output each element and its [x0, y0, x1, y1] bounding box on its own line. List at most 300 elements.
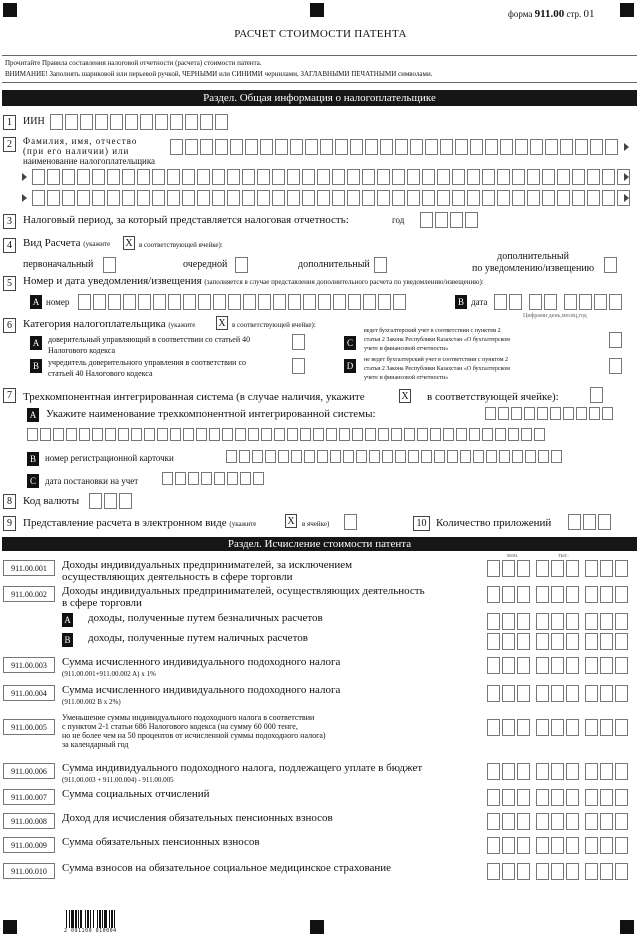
input-cell[interactable]	[332, 169, 345, 185]
input-cell[interactable]	[303, 294, 316, 310]
input-cell[interactable]	[536, 789, 549, 806]
input-cell[interactable]	[502, 560, 515, 577]
opt-notice-checkbox[interactable]	[604, 257, 617, 273]
input-cell[interactable]	[392, 190, 405, 206]
input-cell[interactable]	[585, 863, 598, 880]
input-cell[interactable]	[260, 139, 273, 155]
input-cell[interactable]	[502, 763, 515, 780]
input-cell[interactable]	[226, 450, 237, 463]
input-cell[interactable]	[615, 685, 628, 702]
input-cell[interactable]	[482, 428, 493, 441]
input-cell[interactable]	[585, 837, 598, 854]
input-cell[interactable]	[62, 169, 75, 185]
input-cell[interactable]	[108, 294, 121, 310]
input-cell[interactable]	[201, 472, 212, 485]
input-cell[interactable]	[272, 169, 285, 185]
input-cell[interactable]	[502, 633, 515, 650]
electronic-checkbox[interactable]	[344, 514, 357, 530]
opt-regular-checkbox[interactable]	[235, 257, 248, 273]
input-cell[interactable]	[182, 169, 195, 185]
input-cell[interactable]	[487, 560, 500, 577]
input-cell[interactable]	[566, 586, 579, 603]
input-cell[interactable]	[538, 450, 549, 463]
input-cell[interactable]	[122, 190, 135, 206]
input-cell[interactable]	[537, 407, 548, 420]
input-cell[interactable]	[517, 813, 530, 830]
input-cell[interactable]	[378, 294, 391, 310]
input-cell[interactable]	[140, 114, 153, 130]
input-cell[interactable]	[566, 863, 579, 880]
input-cell[interactable]	[517, 863, 530, 880]
input-cell[interactable]	[517, 719, 530, 736]
input-cell[interactable]	[600, 657, 613, 674]
input-cell[interactable]	[482, 190, 495, 206]
input-cell[interactable]	[343, 450, 354, 463]
amount-cells[interactable]	[487, 863, 630, 880]
input-cell[interactable]	[544, 294, 557, 310]
input-cell[interactable]	[487, 613, 500, 630]
input-cell[interactable]	[248, 428, 259, 441]
input-cell[interactable]	[62, 190, 75, 206]
input-cell[interactable]	[512, 190, 525, 206]
input-cell[interactable]	[615, 657, 628, 674]
amount-cells[interactable]	[487, 837, 630, 854]
input-cell[interactable]	[564, 294, 577, 310]
input-cell[interactable]	[302, 190, 315, 206]
input-cell[interactable]	[502, 719, 515, 736]
input-cell[interactable]	[615, 789, 628, 806]
input-cell[interactable]	[183, 294, 196, 310]
input-cell[interactable]	[317, 169, 330, 185]
input-cell[interactable]	[566, 633, 579, 650]
input-cell[interactable]	[118, 428, 129, 441]
input-cell[interactable]	[352, 428, 363, 441]
reg-card-cells[interactable]	[226, 450, 564, 463]
input-cell[interactable]	[168, 294, 181, 310]
input-cell[interactable]	[391, 428, 402, 441]
input-cell[interactable]	[32, 190, 45, 206]
category-a-checkbox[interactable]	[292, 334, 305, 350]
input-cell[interactable]	[486, 450, 497, 463]
input-cell[interactable]	[92, 169, 105, 185]
input-cell[interactable]	[167, 190, 180, 206]
input-cell[interactable]	[393, 294, 406, 310]
input-cell[interactable]	[615, 837, 628, 854]
input-cell[interactable]	[170, 139, 183, 155]
input-cell[interactable]	[257, 190, 270, 206]
input-cell[interactable]	[572, 169, 585, 185]
input-cell[interactable]	[422, 190, 435, 206]
input-cell[interactable]	[575, 139, 588, 155]
input-cell[interactable]	[536, 719, 549, 736]
category-d-checkbox[interactable]	[609, 358, 622, 374]
input-cell[interactable]	[542, 190, 555, 206]
input-cell[interactable]	[566, 789, 579, 806]
input-cell[interactable]	[144, 428, 155, 441]
input-cell[interactable]	[348, 294, 361, 310]
input-cell[interactable]	[239, 450, 250, 463]
input-cell[interactable]	[566, 560, 579, 577]
input-cell[interactable]	[542, 169, 555, 185]
input-cell[interactable]	[600, 789, 613, 806]
input-cell[interactable]	[460, 450, 471, 463]
input-cell[interactable]	[499, 450, 510, 463]
input-cell[interactable]	[125, 114, 138, 130]
input-cell[interactable]	[600, 685, 613, 702]
input-cell[interactable]	[497, 190, 510, 206]
input-cell[interactable]	[278, 450, 289, 463]
input-cell[interactable]	[407, 169, 420, 185]
input-cell[interactable]	[572, 190, 585, 206]
input-cell[interactable]	[138, 294, 151, 310]
input-cell[interactable]	[615, 586, 628, 603]
input-cell[interactable]	[107, 169, 120, 185]
input-cell[interactable]	[287, 169, 300, 185]
input-cell[interactable]	[197, 169, 210, 185]
input-cell[interactable]	[430, 428, 441, 441]
input-cell[interactable]	[66, 428, 77, 441]
input-cell[interactable]	[137, 169, 150, 185]
input-cell[interactable]	[80, 114, 93, 130]
input-cell[interactable]	[587, 169, 600, 185]
name-cells-row-3[interactable]	[32, 190, 632, 206]
input-cell[interactable]	[200, 114, 213, 130]
input-cell[interactable]	[551, 813, 564, 830]
input-cell[interactable]	[265, 450, 276, 463]
input-cell[interactable]	[551, 586, 564, 603]
input-cell[interactable]	[425, 139, 438, 155]
input-cell[interactable]	[40, 428, 51, 441]
input-cell[interactable]	[332, 190, 345, 206]
input-cell[interactable]	[162, 472, 173, 485]
input-cell[interactable]	[209, 428, 220, 441]
input-cell[interactable]	[551, 657, 564, 674]
input-cell[interactable]	[47, 190, 60, 206]
input-cell[interactable]	[511, 407, 522, 420]
input-cell[interactable]	[272, 190, 285, 206]
input-cell[interactable]	[153, 294, 166, 310]
input-cell[interactable]	[536, 813, 549, 830]
input-cell[interactable]	[410, 139, 423, 155]
input-cell[interactable]	[551, 763, 564, 780]
input-cell[interactable]	[77, 169, 90, 185]
input-cell[interactable]	[227, 169, 240, 185]
input-cell[interactable]	[196, 428, 207, 441]
input-cell[interactable]	[77, 190, 90, 206]
input-cell[interactable]	[182, 190, 195, 206]
input-cell[interactable]	[185, 114, 198, 130]
input-cell[interactable]	[230, 139, 243, 155]
input-cell[interactable]	[517, 560, 530, 577]
input-cell[interactable]	[600, 586, 613, 603]
input-cell[interactable]	[290, 139, 303, 155]
input-cell[interactable]	[602, 407, 613, 420]
input-cell[interactable]	[420, 212, 433, 228]
input-cell[interactable]	[93, 294, 106, 310]
input-cell[interactable]	[576, 407, 587, 420]
input-cell[interactable]	[502, 863, 515, 880]
input-cell[interactable]	[557, 169, 570, 185]
input-cell[interactable]	[222, 428, 233, 441]
input-cell[interactable]	[417, 428, 428, 441]
name-cells-row-2[interactable]	[32, 169, 632, 185]
input-cell[interactable]	[615, 613, 628, 630]
input-cell[interactable]	[395, 450, 406, 463]
input-cell[interactable]	[89, 493, 102, 509]
input-cell[interactable]	[517, 613, 530, 630]
input-cell[interactable]	[566, 813, 579, 830]
input-cell[interactable]	[568, 514, 581, 530]
input-cell[interactable]	[536, 633, 549, 650]
input-cell[interactable]	[395, 139, 408, 155]
input-cell[interactable]	[502, 685, 515, 702]
input-cell[interactable]	[122, 169, 135, 185]
input-cell[interactable]	[545, 139, 558, 155]
input-cell[interactable]	[235, 428, 246, 441]
input-cell[interactable]	[566, 613, 579, 630]
input-cell[interactable]	[600, 719, 613, 736]
input-cell[interactable]	[243, 294, 256, 310]
input-cell[interactable]	[487, 837, 500, 854]
tis-name-cells-row-2[interactable]	[27, 428, 547, 441]
input-cell[interactable]	[287, 428, 298, 441]
input-cell[interactable]	[536, 685, 549, 702]
input-cell[interactable]	[333, 294, 346, 310]
input-cell[interactable]	[214, 472, 225, 485]
input-cell[interactable]	[362, 169, 375, 185]
opt-initial-checkbox[interactable]	[103, 257, 116, 273]
input-cell[interactable]	[170, 428, 181, 441]
input-cell[interactable]	[300, 428, 311, 441]
input-cell[interactable]	[79, 428, 90, 441]
input-cell[interactable]	[380, 139, 393, 155]
input-cell[interactable]	[502, 789, 515, 806]
input-cell[interactable]	[615, 763, 628, 780]
input-cell[interactable]	[347, 190, 360, 206]
input-cell[interactable]	[615, 863, 628, 880]
input-cell[interactable]	[585, 685, 598, 702]
input-cell[interactable]	[536, 586, 549, 603]
input-cell[interactable]	[435, 212, 448, 228]
input-cell[interactable]	[304, 450, 315, 463]
input-cell[interactable]	[123, 294, 136, 310]
input-cell[interactable]	[227, 190, 240, 206]
input-cell[interactable]	[257, 169, 270, 185]
input-cell[interactable]	[566, 657, 579, 674]
input-cell[interactable]	[274, 428, 285, 441]
input-cell[interactable]	[585, 789, 598, 806]
input-cell[interactable]	[356, 450, 367, 463]
input-cell[interactable]	[215, 139, 228, 155]
input-cell[interactable]	[512, 450, 523, 463]
input-cell[interactable]	[551, 837, 564, 854]
input-cell[interactable]	[183, 428, 194, 441]
input-cell[interactable]	[53, 428, 64, 441]
input-cell[interactable]	[452, 169, 465, 185]
input-cell[interactable]	[291, 450, 302, 463]
input-cell[interactable]	[408, 450, 419, 463]
input-cell[interactable]	[512, 169, 525, 185]
input-cell[interactable]	[362, 190, 375, 206]
input-cell[interactable]	[110, 114, 123, 130]
input-cell[interactable]	[467, 190, 480, 206]
input-cell[interactable]	[242, 190, 255, 206]
input-cell[interactable]	[253, 472, 264, 485]
input-cell[interactable]	[437, 169, 450, 185]
input-cell[interactable]	[536, 657, 549, 674]
tis-checkbox[interactable]	[590, 387, 603, 403]
input-cell[interactable]	[252, 450, 263, 463]
input-cell[interactable]	[213, 294, 226, 310]
notice-date-cells[interactable]	[494, 294, 624, 310]
input-cell[interactable]	[602, 190, 615, 206]
input-cell[interactable]	[313, 428, 324, 441]
reg-date-cells[interactable]	[162, 472, 266, 485]
input-cell[interactable]	[200, 139, 213, 155]
input-cell[interactable]	[335, 139, 348, 155]
input-cell[interactable]	[589, 407, 600, 420]
amount-cells[interactable]	[487, 657, 630, 674]
input-cell[interactable]	[536, 613, 549, 630]
input-cell[interactable]	[502, 586, 515, 603]
input-cell[interactable]	[339, 428, 350, 441]
input-cell[interactable]	[212, 190, 225, 206]
input-cell[interactable]	[560, 139, 573, 155]
input-cell[interactable]	[585, 657, 598, 674]
input-cell[interactable]	[273, 294, 286, 310]
input-cell[interactable]	[347, 169, 360, 185]
input-cell[interactable]	[105, 428, 116, 441]
input-cell[interactable]	[157, 428, 168, 441]
amount-cells[interactable]	[487, 719, 630, 736]
input-cell[interactable]	[378, 428, 389, 441]
input-cell[interactable]	[590, 139, 603, 155]
input-cell[interactable]	[600, 633, 613, 650]
input-cell[interactable]	[585, 613, 598, 630]
input-cell[interactable]	[566, 719, 579, 736]
input-cell[interactable]	[482, 169, 495, 185]
input-cell[interactable]	[330, 450, 341, 463]
input-cell[interactable]	[566, 685, 579, 702]
input-cell[interactable]	[92, 428, 103, 441]
input-cell[interactable]	[600, 813, 613, 830]
input-cell[interactable]	[197, 190, 210, 206]
input-cell[interactable]	[485, 139, 498, 155]
input-cell[interactable]	[551, 613, 564, 630]
input-cell[interactable]	[515, 139, 528, 155]
input-cell[interactable]	[509, 294, 522, 310]
input-cell[interactable]	[92, 190, 105, 206]
input-cell[interactable]	[497, 169, 510, 185]
input-cell[interactable]	[443, 428, 454, 441]
input-cell[interactable]	[536, 863, 549, 880]
input-cell[interactable]	[487, 586, 500, 603]
input-cell[interactable]	[579, 294, 592, 310]
input-cell[interactable]	[32, 169, 45, 185]
input-cell[interactable]	[500, 139, 513, 155]
notice-number-cells[interactable]	[78, 294, 408, 310]
amount-cells[interactable]	[487, 789, 630, 806]
input-cell[interactable]	[152, 190, 165, 206]
input-cell[interactable]	[487, 813, 500, 830]
input-cell[interactable]	[228, 294, 241, 310]
input-cell[interactable]	[585, 586, 598, 603]
amount-cells[interactable]	[487, 763, 630, 780]
input-cell[interactable]	[50, 114, 63, 130]
category-b-checkbox[interactable]	[292, 358, 305, 374]
input-cell[interactable]	[517, 586, 530, 603]
input-cell[interactable]	[392, 169, 405, 185]
input-cell[interactable]	[302, 169, 315, 185]
input-cell[interactable]	[455, 139, 468, 155]
input-cell[interactable]	[155, 114, 168, 130]
input-cell[interactable]	[27, 428, 38, 441]
input-cell[interactable]	[600, 763, 613, 780]
input-cell[interactable]	[485, 407, 496, 420]
input-cell[interactable]	[534, 428, 545, 441]
input-cell[interactable]	[609, 294, 622, 310]
input-cell[interactable]	[566, 837, 579, 854]
input-cell[interactable]	[508, 428, 519, 441]
input-cell[interactable]	[215, 114, 228, 130]
input-cell[interactable]	[598, 514, 611, 530]
input-cell[interactable]	[551, 789, 564, 806]
input-cell[interactable]	[551, 633, 564, 650]
input-cell[interactable]	[326, 428, 337, 441]
input-cell[interactable]	[487, 685, 500, 702]
amount-cells[interactable]	[487, 560, 630, 577]
input-cell[interactable]	[434, 450, 445, 463]
input-cell[interactable]	[440, 139, 453, 155]
input-cell[interactable]	[498, 407, 509, 420]
input-cell[interactable]	[421, 450, 432, 463]
input-cell[interactable]	[600, 560, 613, 577]
input-cell[interactable]	[258, 294, 271, 310]
input-cell[interactable]	[212, 169, 225, 185]
input-cell[interactable]	[447, 450, 458, 463]
input-cell[interactable]	[131, 428, 142, 441]
iin-cells[interactable]	[50, 114, 230, 130]
input-cell[interactable]	[502, 657, 515, 674]
input-cell[interactable]	[615, 813, 628, 830]
input-cell[interactable]	[600, 863, 613, 880]
input-cell[interactable]	[450, 212, 463, 228]
input-cell[interactable]	[95, 114, 108, 130]
input-cell[interactable]	[465, 212, 478, 228]
input-cell[interactable]	[536, 763, 549, 780]
input-cell[interactable]	[566, 763, 579, 780]
input-cell[interactable]	[456, 428, 467, 441]
input-cell[interactable]	[473, 450, 484, 463]
input-cell[interactable]	[605, 139, 618, 155]
input-cell[interactable]	[65, 114, 78, 130]
input-cell[interactable]	[167, 169, 180, 185]
input-cell[interactable]	[104, 493, 117, 509]
input-cell[interactable]	[170, 114, 183, 130]
input-cell[interactable]	[185, 139, 198, 155]
year-cells[interactable]	[420, 212, 480, 228]
input-cell[interactable]	[583, 514, 596, 530]
input-cell[interactable]	[318, 294, 331, 310]
input-cell[interactable]	[487, 763, 500, 780]
input-cell[interactable]	[517, 633, 530, 650]
input-cell[interactable]	[502, 837, 515, 854]
input-cell[interactable]	[551, 719, 564, 736]
input-cell[interactable]	[517, 685, 530, 702]
input-cell[interactable]	[600, 613, 613, 630]
input-cell[interactable]	[377, 169, 390, 185]
input-cell[interactable]	[305, 139, 318, 155]
